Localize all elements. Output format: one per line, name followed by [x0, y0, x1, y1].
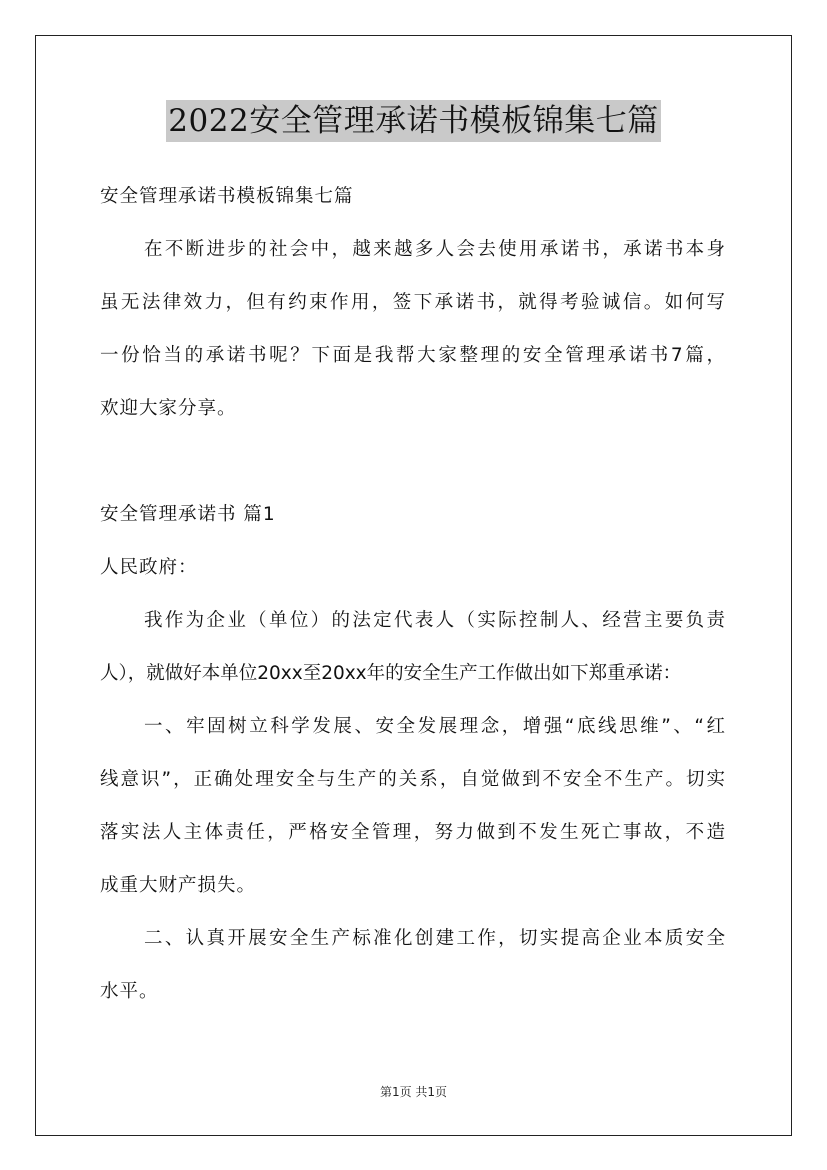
document-subtitle: 安全管理承诺书模板锦集七篇: [100, 186, 354, 207]
salutation: 人民政府：: [100, 557, 198, 578]
document-title: 2022安全管理承诺书模板锦集七篇: [166, 100, 660, 142]
para1-line-1: 我作为企业（单位）的法定代表人（实际控制人、经营主要负责: [144, 610, 726, 631]
page-footer: 第1页 共1页: [379, 1085, 448, 1099]
para2-line-1: 一、牢固树立科学发展、安全发展理念，增强“底线思维”、“红: [144, 716, 726, 737]
para3-line-2: 水平。: [100, 981, 159, 1002]
intro-line-1: 在不断进步的社会中，越来越多人会去使用承诺书，承诺书本身: [144, 239, 726, 260]
para2-line-3: 落实法人主体责任，严格安全管理，努力做到不发生死亡事故，不造: [100, 822, 726, 843]
para3-line-1: 二、认真开展安全生产标准化创建工作，切实提高企业本质安全: [144, 928, 726, 949]
intro-line-4: 欢迎大家分享。: [100, 398, 237, 419]
title-container: [0, 100, 827, 142]
para2-line-2: 线意识”，正确处理安全与生产的关系，自觉做到不安全不生产。切实: [100, 769, 726, 790]
section-heading: 安全管理承诺书 篇1: [100, 504, 276, 525]
intro-line-2: 虽无法律效力，但有约束作用，签下承诺书，就得考验诚信。如何写: [100, 292, 726, 313]
document-body: [100, 170, 726, 1018]
para1-line-2: 人），就做好本单位20xx至20xx年的安全生产工作做出如下郑重承诺：: [100, 663, 682, 684]
intro-line-3: 一份恰当的承诺书呢？下面是我帮大家整理的安全管理承诺书7篇，: [100, 345, 726, 366]
para2-line-4: 成重大财产损失。: [100, 875, 257, 896]
